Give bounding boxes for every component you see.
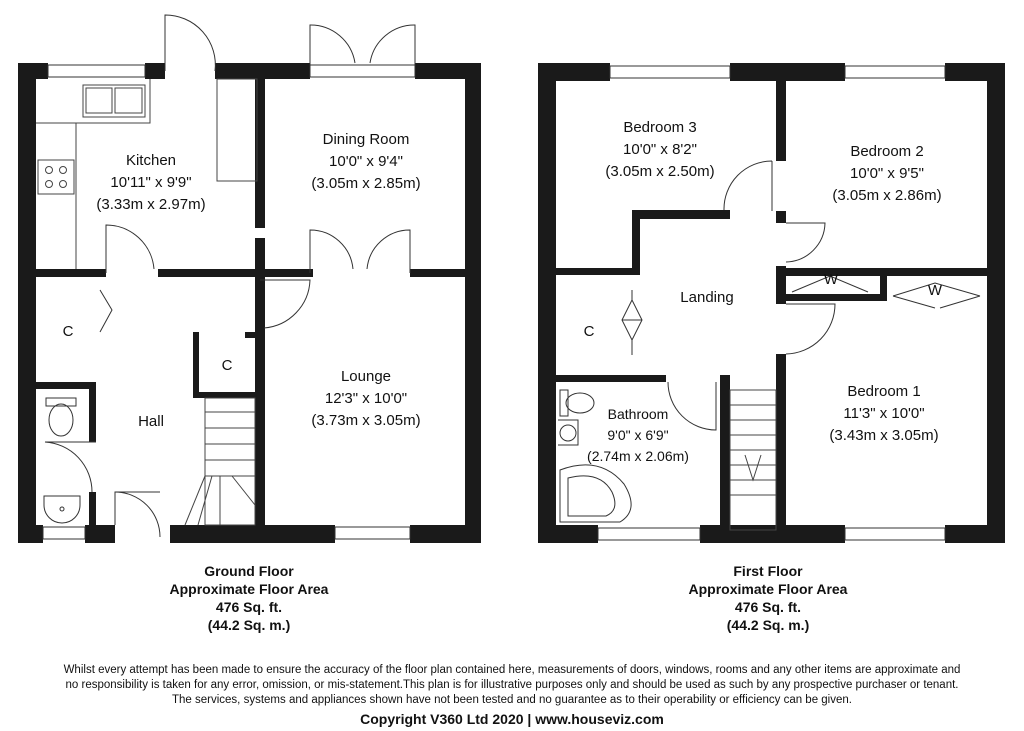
first-floor-stairs <box>730 390 776 530</box>
first-floor-sqm: (44.2 Sq. m.) <box>726 617 810 633</box>
first-floor-plan <box>538 63 1005 543</box>
bedroom1-name: Bedroom 1 <box>847 383 921 400</box>
first-floor-windows <box>598 66 945 540</box>
bedroom2-name: Bedroom 2 <box>850 143 924 160</box>
bedroom3-metric: (3.05m x 2.50m) <box>605 163 715 180</box>
ground-floor-title: Ground Floor <box>204 563 294 579</box>
first-cupboard-label: C <box>583 323 595 340</box>
bedroom3-name: Bedroom 3 <box>623 119 697 136</box>
bedroom1-imperial: 11'3" x 10'0" <box>843 405 925 422</box>
kitchen-imperial: 10'11" x 9'9" <box>110 174 192 191</box>
disclaimer-line-2: no responsibility is taken for any error, omission, or mis-statement.This plan is for illustrative purposes only and should be used as such by any prospective purchaser or tenant. <box>65 679 959 691</box>
lounge-name: Lounge <box>340 368 392 385</box>
first-floor-caption <box>618 562 918 634</box>
bedroom1-metric: (3.43m x 3.05m) <box>829 427 939 444</box>
dining-metric: (3.05m x 2.85m) <box>311 175 421 192</box>
disclaimer <box>0 663 1024 708</box>
disclaimer-line-3: The services, systems and appliances shown have not been tested and no guarantee as to their operability or efficiency can be given. <box>172 694 852 706</box>
first-floor-title: First Floor <box>733 563 803 579</box>
lounge-metric: (3.73m x 3.05m) <box>311 412 421 429</box>
copyright-notice: Copyright V360 Ltd 2020 | www.houseviz.com <box>360 711 664 727</box>
bedroom3-imperial: 10'0" x 8'2" <box>623 141 697 158</box>
ground-floor-stairs <box>185 398 255 525</box>
first-floor-area-label: Approximate Floor Area <box>688 581 848 597</box>
lounge-imperial: 12'3" x 10'0" <box>324 390 408 407</box>
bathroom-metric: (2.74m x 2.06m) <box>587 448 689 464</box>
bathroom-name: Bathroom <box>607 406 669 422</box>
ground-floor-sqft: 476 Sq. ft. <box>215 599 283 615</box>
ground-floor-area-label: Approximate Floor Area <box>169 581 329 597</box>
kitchen-metric: (3.33m x 2.97m) <box>96 196 206 213</box>
ground-floor-plan <box>18 15 481 543</box>
kitchen-name: Kitchen <box>125 152 177 169</box>
hall-name: Hall <box>138 413 164 430</box>
bedroom2-metric: (3.05m x 2.86m) <box>832 187 942 204</box>
wardrobe2-label: W <box>927 282 943 299</box>
first-floor-labels <box>584 119 943 464</box>
ground-floor-sqm: (44.2 Sq. m.) <box>207 617 291 633</box>
dining-imperial: 10'0" x 9'4" <box>329 153 403 170</box>
bathroom-imperial: 9'0" x 6'9" <box>607 427 669 443</box>
dining-name: Dining Room <box>322 131 410 148</box>
disclaimer-line-1: Whilst every attempt has been made to ensure the accuracy of the floor plan contained here, measurements of doors, windows, rooms and any other items are approximate and <box>63 664 961 676</box>
ground-floor-caption <box>99 562 399 634</box>
ground-floor-sanitary <box>44 398 80 523</box>
first-floor-sqft: 476 Sq. ft. <box>734 599 802 615</box>
landing-name: Landing <box>680 289 734 306</box>
wardrobe1-label: W <box>823 271 839 288</box>
ground-floor-labels <box>63 131 421 430</box>
cupboard-left-label: C <box>62 323 74 340</box>
cupboard-stairs-label: C <box>221 357 233 374</box>
bedroom2-imperial: 10'0" x 9'5" <box>850 165 924 182</box>
